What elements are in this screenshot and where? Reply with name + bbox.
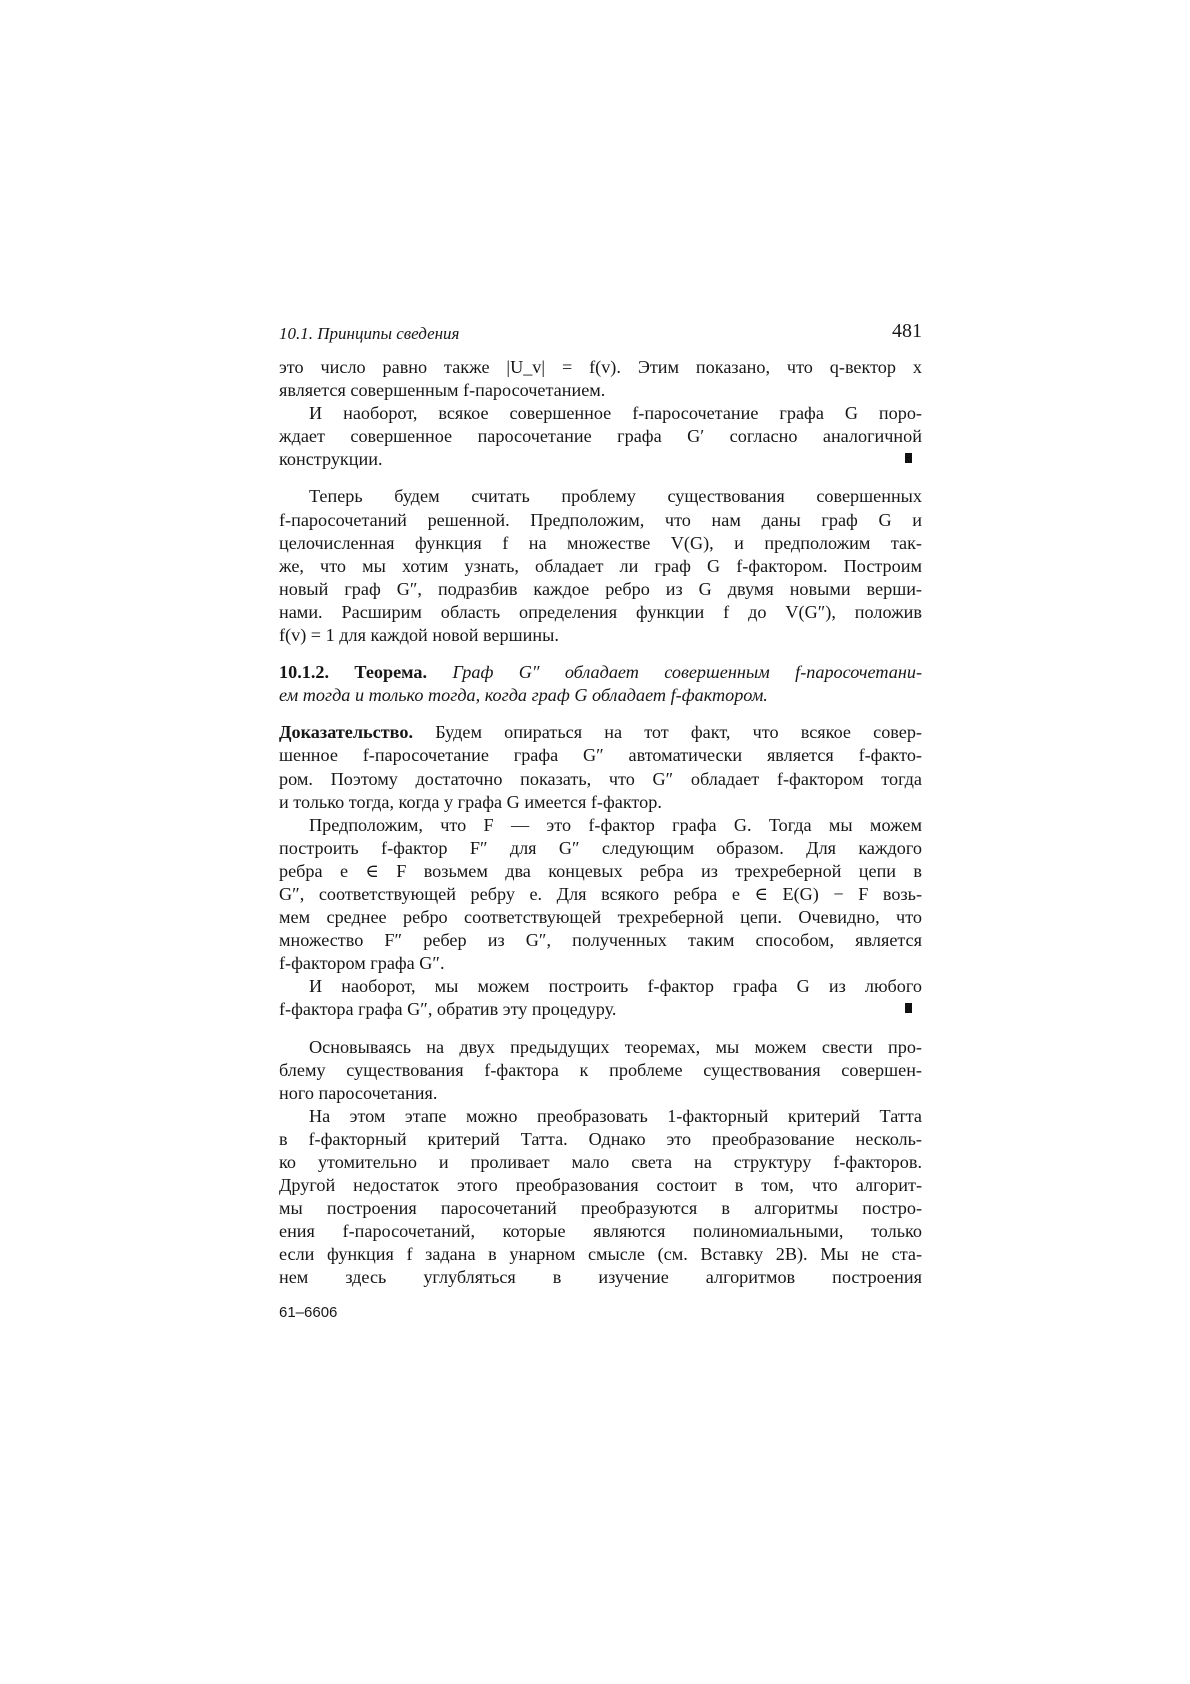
text-line-content: конструкции. (279, 449, 383, 470)
theorem-label: 10.1.2. Теорема. (279, 662, 428, 683)
text-line: f(v) = 1 для каждой новой вершины. (279, 625, 559, 646)
paragraph (279, 485, 922, 647)
text-line: мы построения паросочетаний преобразуются в алгоритмы постро- (279, 1198, 922, 1219)
text-line (279, 448, 922, 471)
text-line: блему существования f-фактора к проблеме существования совершен- (279, 1059, 922, 1080)
paragraph (279, 975, 922, 1021)
text-line: шенное f-паросочетание графа G″ автоматически является f-факто- (279, 745, 922, 766)
paragraph-gap (279, 471, 922, 485)
text-line (279, 721, 922, 744)
text-line: f-паросочетаний решенной. Предположим, что нам даны граф G и (279, 509, 922, 530)
paragraph (279, 356, 922, 402)
running-head (279, 320, 922, 356)
text-line: если функция f задана в унарном смысле (см. Вставку 2B). Мы не ста- (279, 1244, 922, 1265)
text-line: нами. Расширим область определения функции f до V(G″), положив (279, 601, 922, 622)
text-line: мем среднее ребро соответствующей трехреберной цепи. Очевидно, что (279, 907, 922, 928)
qed-square-icon (905, 1003, 912, 1013)
text-line: в f-факторный критерий Татта. Однако это преобразование несколь- (279, 1128, 922, 1149)
text-line: G″, соответствующей ребру e. Для всякого ребра e ∈ E(G) − F возь- (279, 883, 922, 904)
text-line: множество F″ ребер из G″, полученных таким способом, является (279, 930, 922, 951)
text-line: построить f-фактор F″ для G″ следующим образом. Для каждого (279, 837, 922, 858)
text-line: же, что мы хотим узнать, обладает ли граф G f-фактором. Построим (279, 555, 922, 576)
body-text (279, 356, 922, 1290)
paragraph-gap (279, 647, 922, 661)
text-line: Предположим, что F — это f-фактор графа G. Тогда мы можем (309, 814, 922, 835)
paragraph (279, 1105, 922, 1290)
printer-signature: 61–6606 (279, 1303, 338, 1321)
paragraph (279, 402, 922, 471)
paragraph (279, 814, 922, 976)
proof-text: Будем опираться на тот факт, что всякое совер- (435, 722, 922, 743)
text-line: это число равно также |U_v| = f(v). Этим показано, что q-вектор x (279, 357, 922, 377)
book-page (279, 320, 922, 1321)
section-title: 10.1. Принципы сведения (279, 324, 460, 343)
text-line: Основываясь на двух предыдущих теоремах, мы можем свести про- (309, 1036, 922, 1057)
text-line: ко утомительно и проливает мало света на структуру f-факторов. (279, 1152, 922, 1172)
text-line-content: f-фактора графа G″, обратив эту процедуру. (279, 999, 617, 1020)
proof (279, 721, 922, 813)
text-line: ребра e ∈ F возьмем два концевых ребра из трехреберной цепи в (279, 860, 922, 881)
text-line: целочисленная функция f на множестве V(G), и предположим так- (279, 532, 922, 553)
text-line: На этом этапе можно преобразовать 1-факторный критерий Татта (309, 1105, 922, 1126)
text-line (279, 661, 922, 684)
text-line: ения f-паросочетаний, которые являются полиномиальными, только (279, 1221, 922, 1242)
theorem-text: Граф G″ обладает совершенным f-паросочетани- (452, 662, 923, 683)
text-line: ного паросочетания. (279, 1082, 438, 1103)
text-line: f-фактором графа G″. (279, 953, 445, 974)
text-line: и только тогда, когда у графа G имеется f-фактор. (279, 791, 662, 812)
text-line: Другой недостаток этого преобразования состоит в том, что алгорит- (279, 1175, 922, 1196)
paragraph-gap (279, 707, 922, 721)
paragraph-gap (279, 1022, 922, 1036)
text-line: ждает совершенное паросочетание графа G′ согласно аналогичной (279, 426, 922, 447)
proof-label: Доказательство. (279, 722, 414, 743)
theorem (279, 661, 922, 707)
text-line: нем здесь углубляться в изучение алгоритмов построения (279, 1267, 922, 1288)
text-line: Теперь будем считать проблему существования совершенных (309, 486, 922, 507)
text-line: является совершенным f-паросочетанием. (279, 380, 606, 401)
text-line: ем тогда и только тогда, когда граф G обладает f-фактором. (279, 685, 768, 706)
text-line: новый граф G″, подразбив каждое ребро из G двумя новыми верши- (279, 578, 922, 599)
text-line (279, 998, 922, 1021)
text-line: И наоборот, мы можем построить f-фактор графа G из любого (309, 976, 922, 997)
text-line: ром. Поэтому достаточно показать, что G″ обладает f-фактором тогда (279, 768, 922, 789)
text-line: И наоборот, всякое совершенное f-паросочетание графа G поро- (309, 403, 922, 424)
qed-square-icon (905, 453, 912, 463)
paragraph (279, 1036, 922, 1105)
page-number: 481 (892, 320, 922, 342)
